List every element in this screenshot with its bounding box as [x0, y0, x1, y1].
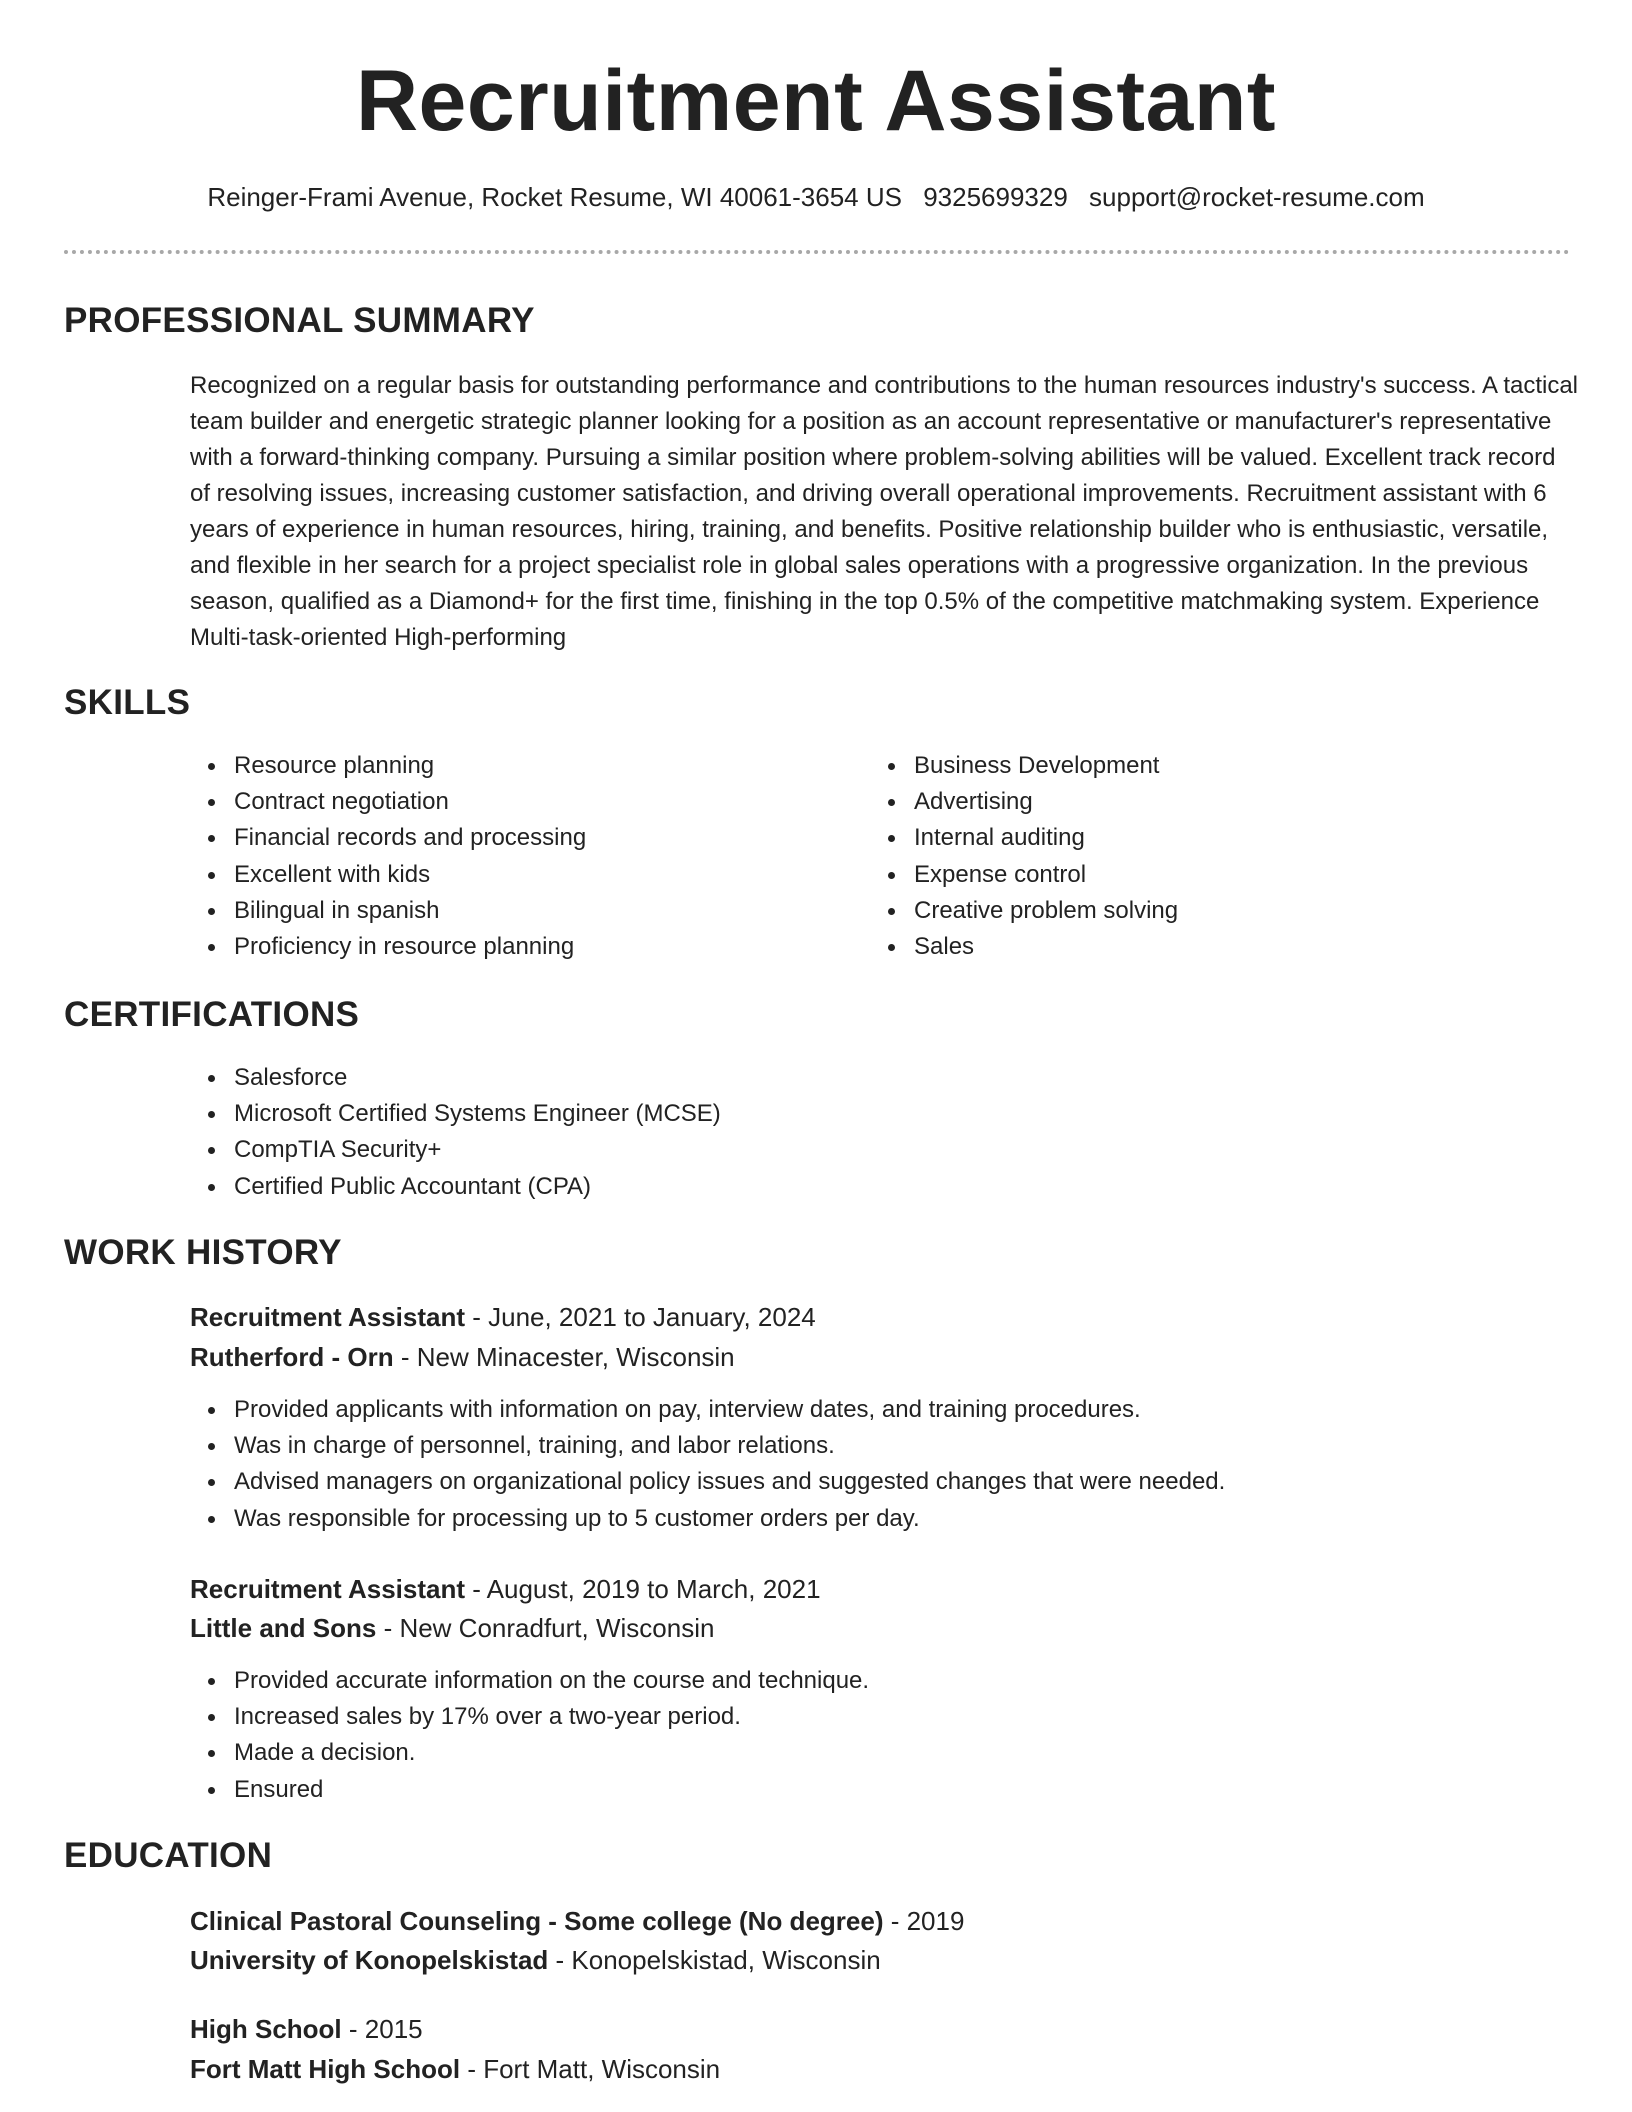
job-title-line [190, 1302, 816, 1333]
list-item: Made a decision. [190, 1735, 869, 1771]
education-heading: EDUCATION [64, 1836, 273, 1875]
job-company-line [190, 1342, 735, 1373]
list-item: Certified Public Accountant (CPA) [190, 1169, 721, 1205]
header-divider [64, 250, 1570, 254]
work-heading: WORK HISTORY [64, 1233, 342, 1272]
job-title: Recruitment Assistant [190, 1574, 465, 1604]
list-item: Creative problem solving [870, 893, 1178, 929]
contact-line [0, 182, 1632, 213]
list-item: Financial records and processing [190, 820, 586, 856]
skills-list-left [190, 748, 586, 965]
skills-list-right [870, 748, 1178, 965]
job-title: Recruitment Assistant [190, 1302, 465, 1332]
contact-phone: 9325699329 [923, 182, 1068, 212]
education-location: - Konopelskistad, Wisconsin [548, 1945, 881, 1975]
education-school: University of Konopelskistad [190, 1945, 549, 1975]
education-year: - 2015 [341, 2014, 423, 2044]
list-item: Microsoft Certified Systems Engineer (MCSE) [190, 1096, 721, 1132]
resume-name: Recruitment Assistant [355, 53, 1277, 149]
education-location: - Fort Matt, Wisconsin [460, 2054, 721, 2084]
contact-address: Reinger-Frami Avenue, Rocket Resume, WI 40061-3654 US [207, 182, 902, 212]
list-item: Bilingual in spanish [190, 893, 586, 929]
job-bullets [190, 1663, 869, 1808]
list-item: Excellent with kids [190, 857, 586, 893]
list-item: Salesforce [190, 1060, 721, 1096]
list-item: Ensured [190, 1772, 869, 1808]
list-item: Advised managers on organizational policy issues and suggested changes that were needed. [190, 1464, 1225, 1500]
summary-heading: PROFESSIONAL SUMMARY [64, 301, 535, 340]
education-school-line [190, 2054, 720, 2085]
list-item: Provided applicants with information on pay, interview dates, and training procedures. [190, 1392, 1225, 1428]
education-degree-line [190, 2014, 423, 2045]
list-item: Internal auditing [870, 820, 1178, 856]
contact-email: support@rocket-resume.com [1089, 182, 1425, 212]
job-location: - New Conradfurt, Wisconsin [376, 1613, 715, 1643]
job-company-line [190, 1613, 714, 1644]
list-item: Sales [870, 929, 1178, 965]
certifications-heading: CERTIFICATIONS [64, 995, 360, 1034]
job-company: Little and Sons [190, 1613, 377, 1643]
list-item: Contract negotiation [190, 784, 586, 820]
list-item: Was responsible for processing up to 5 customer orders per day. [190, 1501, 1225, 1537]
list-item: Business Development [870, 748, 1178, 784]
education-school-line [190, 1945, 881, 1976]
list-item: Proficiency in resource planning [190, 929, 586, 965]
summary-text: Recognized on a regular basis for outstanding performance and contributions to the human resources industry's success. A tactical team builder and energetic strategic planner looking for a position as an account representative or manufacturer's representative with a forward-thinking company. Pursuing a similar position where problem-solving abilities will be valued. Excellent track record of resolving issues, increasing customer satisfaction, and driving overall operational improvements. Recruitment assistant with 6 years of experience in human resources, hiring, training, and benefits. Positive relationship builder who is enthusiastic, versatile, and flexible in her search for a project specialist role in global sales operations with a progressive organization. In the previous season, qualified as a Diamond+ for the first time, finishing in the top 0.5% of the competitive matchmaking system. Experience Multi-task-oriented High-performing [190, 372, 1579, 651]
certifications-list [190, 1060, 721, 1205]
job-title-line [190, 1574, 821, 1605]
list-item: CompTIA Security+ [190, 1132, 721, 1168]
list-item: Resource planning [190, 748, 586, 784]
list-item: Increased sales by 17% over a two-year period. [190, 1699, 869, 1735]
list-item: Provided accurate information on the course and technique. [190, 1663, 869, 1699]
education-degree: Clinical Pastoral Counseling - Some college (No degree) [190, 1906, 884, 1936]
job-dates: - June, 2021 to January, 2024 [465, 1302, 816, 1332]
education-year: - 2019 [883, 1906, 965, 1936]
education-degree: High School [190, 2014, 342, 2044]
job-dates: - August, 2019 to March, 2021 [465, 1574, 821, 1604]
education-degree-line [190, 1906, 964, 1937]
list-item: Advertising [870, 784, 1178, 820]
list-item: Was in charge of personnel, training, and labor relations. [190, 1428, 1225, 1464]
skills-heading: SKILLS [64, 683, 191, 722]
job-bullets [190, 1392, 1225, 1537]
education-school: Fort Matt High School [190, 2054, 461, 2084]
job-company: Rutherford - Orn [190, 1342, 394, 1372]
job-location: - New Minacester, Wisconsin [393, 1342, 735, 1372]
list-item: Expense control [870, 857, 1178, 893]
